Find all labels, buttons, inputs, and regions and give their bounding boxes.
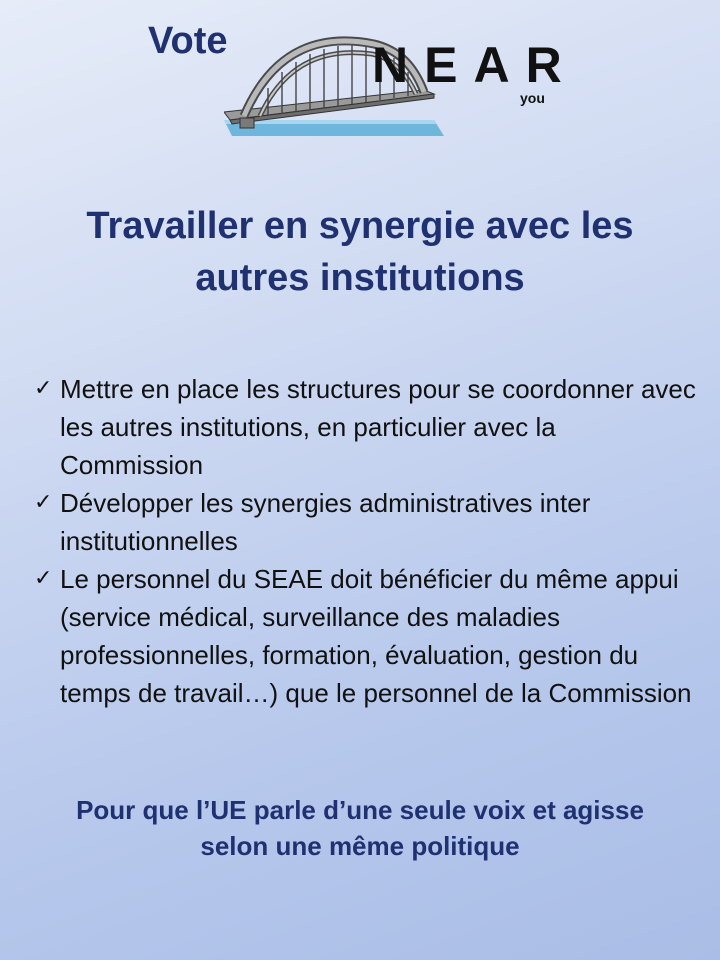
list-item	[34, 370, 704, 484]
logo-word: NEAR	[372, 37, 578, 93]
check-icon: ✓	[34, 566, 53, 591]
header	[0, 0, 720, 150]
bullet-text: Le personnel du SEAE doit bénéficier du même appui (service médical, surveillance des maladies professionnelles, formation, évaluation, gestion du temps de travail…) que le personnel de la Commission	[60, 564, 692, 708]
check-icon: ✓	[34, 376, 53, 401]
check-icon: ✓	[34, 490, 53, 515]
footer-line-1: Pour que l’UE parle d’une seule voix et agisse	[76, 795, 644, 825]
bullet-text: Développer les synergies administratives inter institutionnelles	[60, 488, 591, 556]
list-item	[34, 484, 704, 560]
logo-sub: you	[520, 90, 545, 106]
title-line-2: autres institutions	[195, 257, 525, 299]
title-line-1: Travailler en synergie avec les	[86, 205, 634, 247]
page-title	[20, 200, 700, 304]
footer-line-2: selon une même politique	[200, 831, 520, 861]
closing-statement	[20, 792, 700, 864]
list-item	[34, 560, 704, 712]
bullet-text: Mettre en place les structures pour se coordonner avec les autres institutions, en particulier avec la Commission	[60, 374, 696, 480]
bullet-list	[34, 370, 704, 712]
vote-label: Vote	[148, 20, 228, 62]
